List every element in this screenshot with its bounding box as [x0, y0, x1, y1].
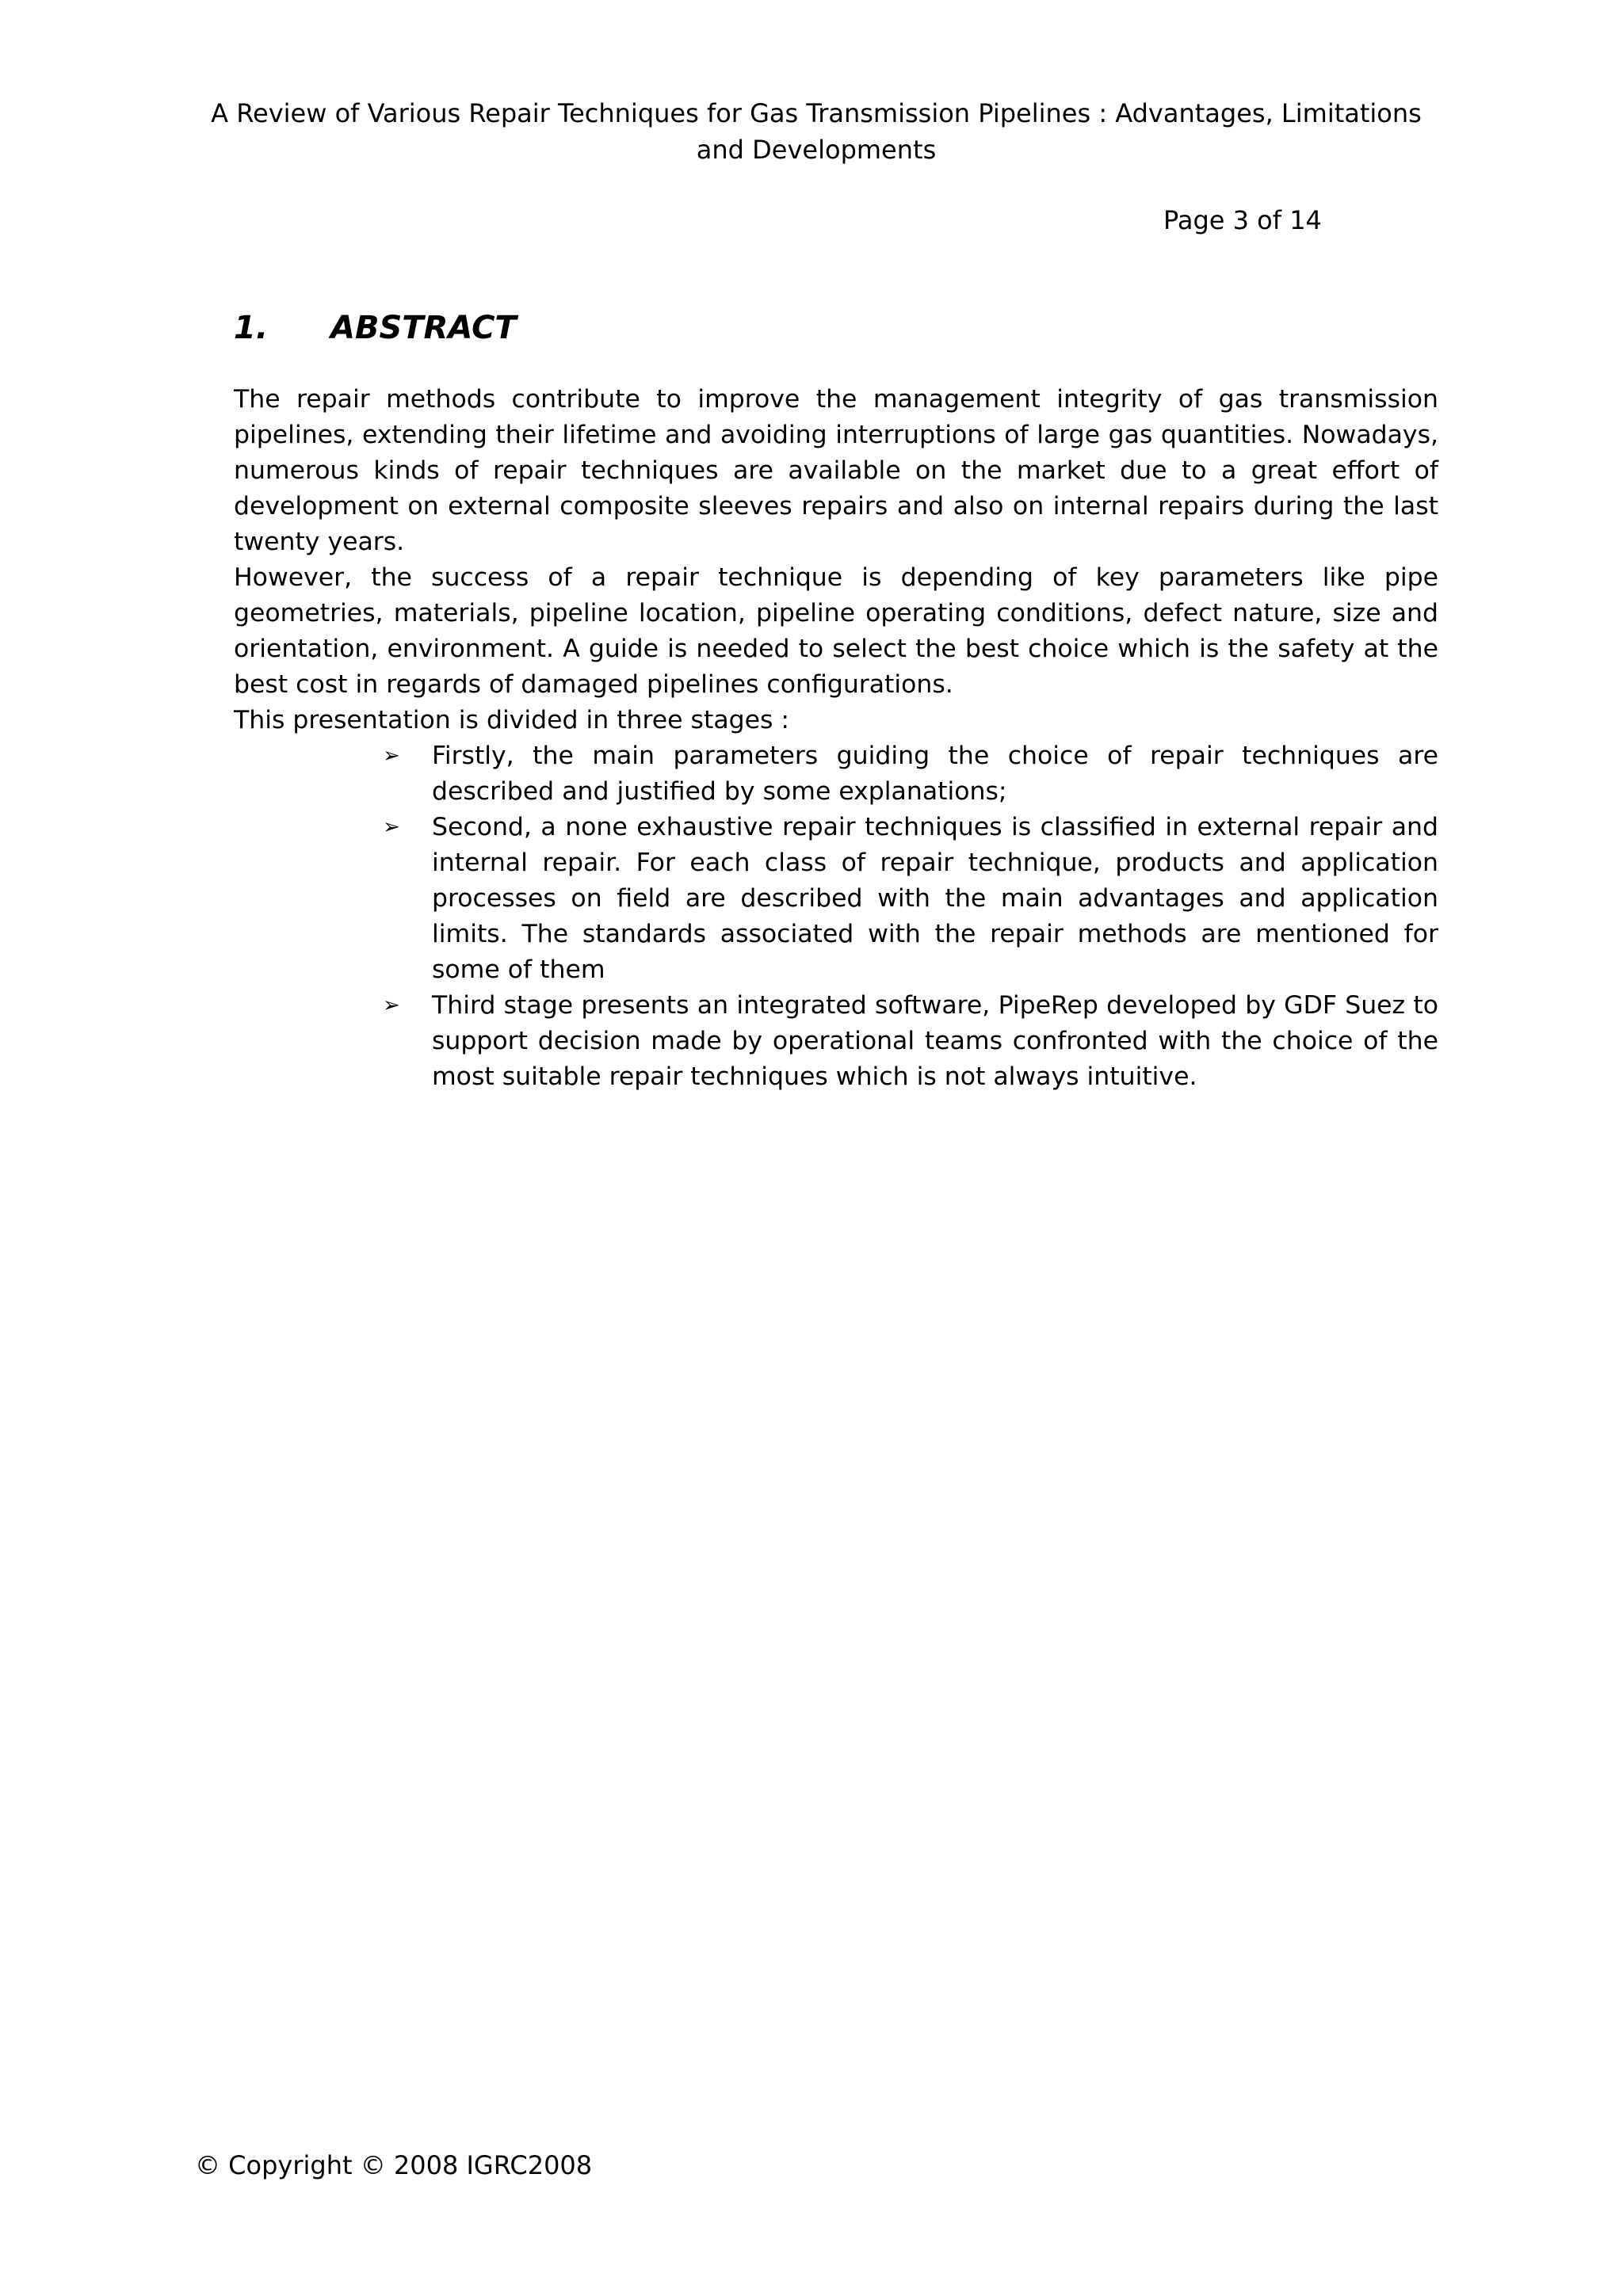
- arrow-bullet-icon: ➢: [383, 994, 400, 1017]
- document-header-title: A Review of Various Repair Techniques for Gas Transmission Pipelines : Advantages, Limitations and Developments: [211, 98, 1422, 165]
- list-item-text: Third stage presents an integrated software, PipeRep developed by GDF Suez to support decision made by operational teams confronted with the choice of the most suitable repair techniques which is not always intuitive.: [432, 991, 1438, 1091]
- copyright-footer: © Copyright © 2008 IGRC2008: [195, 2150, 593, 2180]
- list-item-text: Second, a none exhaustive repair techniques is classified in external repair and internal repair. For each class of repair technique, products and application processes on field are described with the main advantages and application limits. The standards associated with the repair methods are mentioned for some of them: [432, 813, 1438, 984]
- page-number: Page 3 of 14: [1163, 205, 1322, 235]
- arrow-bullet-icon: ➢: [383, 744, 400, 768]
- paragraph: This presentation is divided in three stages :: [234, 706, 790, 734]
- paragraph: The repair methods contribute to improve the management integrity of gas transmission pipelines, extending their lifetime and avoiding interruptions of large gas quantities. Nowadays, numerous kinds of repair techniques are available on the market due to a great effort of development on external composite sleeves repairs and also on internal repairs during the last twenty years.: [234, 385, 1438, 556]
- section-heading: [234, 306, 517, 350]
- paragraph: However, the success of a repair technique is depending of key parameters like pipe geometries, materials, pipeline location, pipeline operating conditions, defect nature, size and orientation, environment. A guide is needed to select the best choice which is the safety at the best cost in regards of damaged pipelines configurations.: [234, 563, 1438, 699]
- list-item: [383, 738, 1438, 810]
- abstract-body: [234, 382, 1438, 1095]
- arrow-bullet-icon: ➢: [383, 815, 400, 839]
- section-title: ABSTRACT: [330, 310, 517, 346]
- list-item-text: Firstly, the main parameters guiding the choice of repair techniques are described and justified by some explanations;: [432, 742, 1438, 806]
- section-number: 1.: [234, 310, 269, 346]
- list-item: [383, 810, 1438, 988]
- list-item: [383, 988, 1438, 1095]
- stages-list: [234, 738, 1438, 1095]
